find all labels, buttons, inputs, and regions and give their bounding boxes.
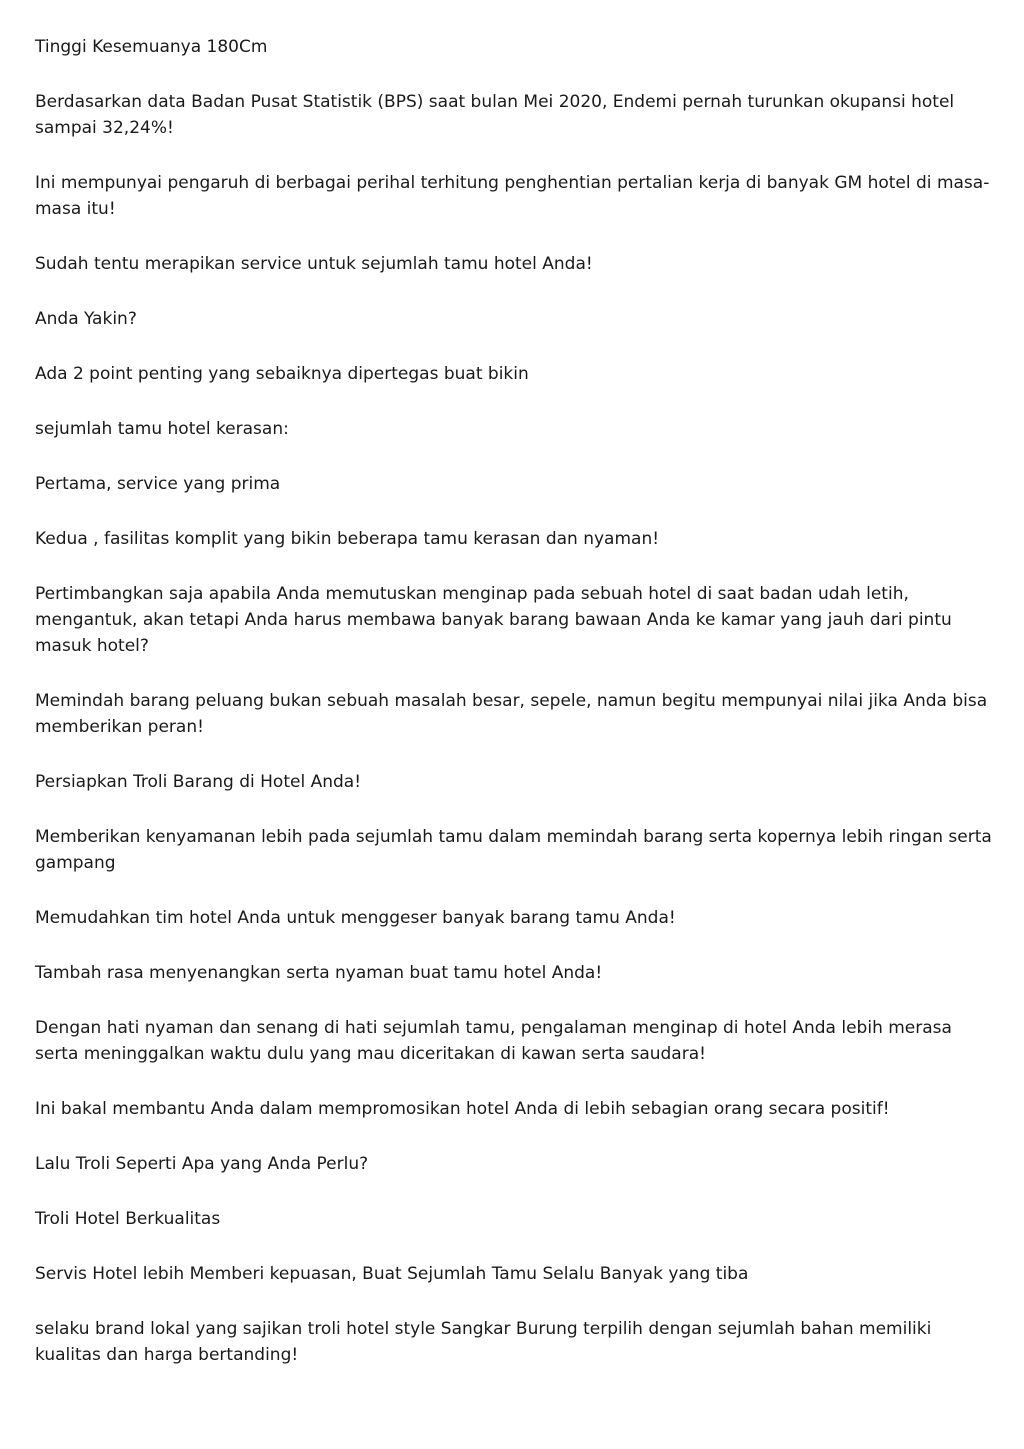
paragraph-hotel-service: Servis Hotel lebih Memberi kepuasan, Buat Sejumlah Tamu Selalu Banyak yang tiba (35, 1264, 749, 1284)
paragraph-promotion: Ini bakal membantu Anda dalam mempromosikan hotel Anda di lebih sebagian orang secara positif! (35, 1099, 890, 1119)
paragraph-question: Anda Yakin? (35, 309, 137, 329)
paragraph-which-trolley: Lalu Troli Seperti Apa yang Anda Perlu? (35, 1154, 369, 1174)
paragraph-quality-trolley: Troli Hotel Berkualitas (35, 1209, 221, 1229)
paragraph-first-point: Pertama, service yang prima (35, 474, 281, 494)
paragraph-service: Sudah tentu merapikan service untuk sejumlah tamu hotel Anda! (35, 254, 593, 274)
paragraph-moving-goods: Memindah barang peluang bukan sebuah masalah besar, sepele, namun begitu mempunyai nilai jika Anda bisa memberikan peran! (35, 691, 988, 737)
paragraph-two-points: Ada 2 point penting yang sebaiknya dipertegas buat bikin (35, 364, 529, 384)
paragraph-second-point: Kedua , fasilitas komplit yang bikin beberapa tamu kerasan dan nyaman! (35, 529, 660, 549)
paragraph-guests-comfort: sejumlah tamu hotel kerasan: (35, 419, 289, 439)
document-body (35, 34, 995, 1397)
paragraph-local-brand: selaku brand lokal yang sajikan troli hotel style Sangkar Burung terpilih dengan sejumlah bahan memiliki kualitas dan harga bertanding! (35, 1319, 932, 1365)
paragraph-height-spec: Tinggi Kesemuanya 180Cm (35, 37, 268, 57)
paragraph-prepare-trolley: Persiapkan Troli Barang di Hotel Anda! (35, 772, 362, 792)
paragraph-bps-statistic: Berdasarkan data Badan Pusat Statistik (BPS) saat bulan Mei 2020, Endemi pernah turunkan okupansi hotel sampai 32,24%! (35, 92, 955, 138)
paragraph-pleasant-benefit: Tambah rasa menyenangkan serta nyaman buat tamu hotel Anda! (35, 963, 603, 983)
paragraph-impact: Ini mempunyai pengaruh di berbagai perihal terhitung penghentian pertalian kerja di banyak GM hotel di masa-masa itu! (35, 173, 990, 219)
paragraph-consider: Pertimbangkan saja apabila Anda memutuskan menginap pada sebuah hotel di saat badan udah letih, mengantuk, akan tetapi Anda harus membawa banyak barang bawaan Anda ke kamar yang jauh dari pintu masuk hotel? (35, 584, 952, 656)
paragraph-experience: Dengan hati nyaman dan senang di hati sejumlah tamu, pengalaman menginap di hotel Anda lebih merasa serta meninggalkan waktu dulu yang mau diceritakan di kawan serta saudara! (35, 1018, 952, 1064)
paragraph-comfort-benefit: Memberikan kenyamanan lebih pada sejumlah tamu dalam memindah barang serta kopernya lebih ringan serta gampang (35, 827, 992, 873)
paragraph-team-benefit: Memudahkan tim hotel Anda untuk menggeser banyak barang tamu Anda! (35, 908, 676, 928)
